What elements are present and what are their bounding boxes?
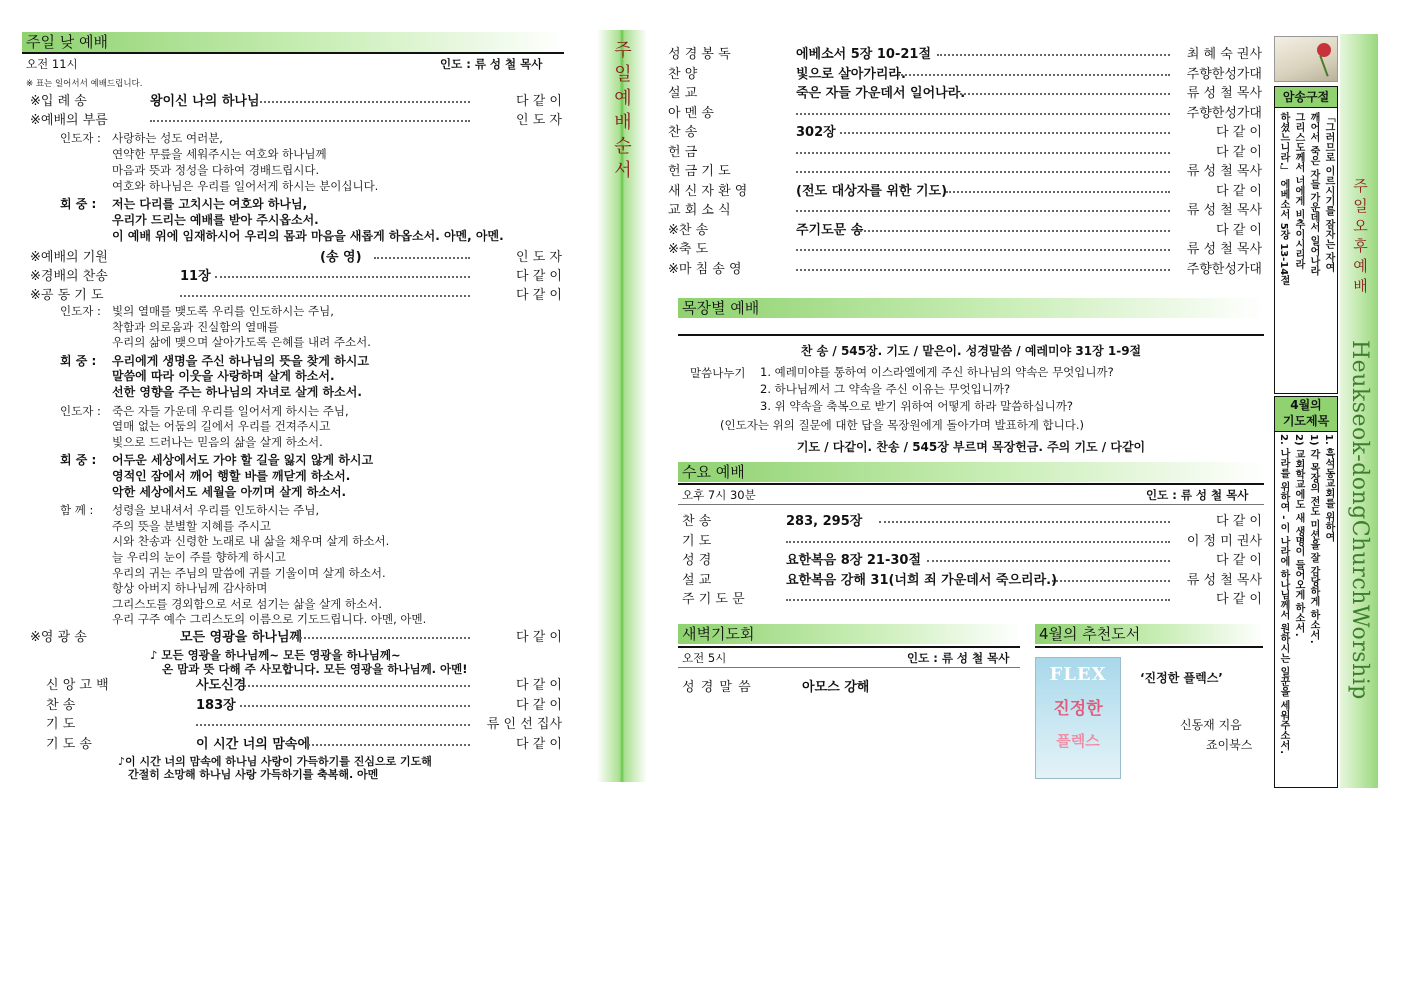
leader-dots [840,132,1170,134]
leader-dots [786,541,1170,543]
prayer-line: 빛으로 드러나는 믿음의 삶을 살게 하소서. [112,434,323,449]
sidebar-english-title: Heukseok-dongChurchWorship [1347,340,1372,700]
call-leader-line: 여호와 하나님은 우리를 일어서게 하시는 분이십니다. [112,179,379,193]
book-publisher: 죠이북스 [1206,738,1253,752]
order-label: ※예배의 기원 [30,250,108,265]
order-item: 302장 [796,125,836,140]
order-label: 새 신 자 환 영 [668,183,748,199]
order-leader: 류 성 철 목사 [1186,203,1262,218]
order-leader: 다 같 이 [1216,514,1262,529]
order-leader: 최 혜 숙 권사 [1186,47,1262,62]
book-header [1035,624,1264,644]
order-item: 183장 [196,697,236,713]
leader-dots [150,120,470,122]
order-row [668,65,1262,84]
sunday-service-header [22,32,566,52]
header-rule [678,646,1020,648]
prayer-request-line: 2. 나라를 위하여 - 이 나라에 하나님께서 원하시는 일꾼을 세워주소서. [1278,434,1289,755]
order-row [668,104,1262,123]
order-item: 죽은 자들 가운데서 일어나라. [796,86,966,101]
order-item: 요한복음 8장 21-30절 [786,553,922,568]
order-label: 설 교 [682,572,712,588]
leader-dots [196,724,470,726]
order-row [668,182,1262,201]
order-item: 빛으로 살아가리라. [796,66,906,82]
leader-dots [956,93,1170,95]
header-rule [678,483,1264,485]
bible-image [1274,36,1338,82]
order-leader: 류 성 철 목사 [1186,164,1262,179]
order-leader: 다 같 이 [516,678,562,693]
book-cover-brand: FLEX [1049,664,1107,685]
standing-note: ※ 표는 일어서서 예배드립니다. [26,79,143,89]
leader-dots [946,191,1170,193]
prayer-line: 어두운 세상에서도 가야 할 길을 잃지 않게 하시고 [112,453,374,468]
order-row [46,735,562,754]
order-label: 찬 양 [668,66,698,82]
call-leader-line: 사랑하는 성도 여러분, [112,131,223,145]
order-label: 헌 금 기 도 [668,164,731,179]
leader-dots [308,744,470,746]
order-leader: 다 같 이 [1216,553,1262,568]
book-cover-title: 진정한 [1053,699,1103,719]
book-author: 신동재 지음 [1180,718,1242,732]
order-item: 왕이신 나의 하나님 [150,94,260,109]
mokjang-closing: 기도 / 다같이. 찬송 / 545장 부르며 목장헌금. 주의 기도 / 다같이 [796,440,1146,454]
prayer-line: 우리 구주 예수 그리스도의 이름으로 기도드립니다. 아멘, 아멘. [112,612,427,627]
order-label: 신 앙 고 백 [46,678,109,693]
prayer-line: 말씀에 따라 이웃을 사랑하며 살게 하소서. [112,369,335,384]
prayer-line: 우리의 삶에 맺으며 살아가도록 은혜를 내려 주소서. [112,335,371,350]
order-leader: 다 같 이 [516,269,562,284]
mokjang-header [678,298,1266,318]
order-row [682,532,1262,551]
memory-line: 깨어서 죽은 자들 가운데서 일어나라 [1308,112,1319,276]
leader-dots [796,152,1170,154]
order-item: (전도 대상자를 위한 기도) [796,183,948,199]
order-row [30,111,562,130]
order-item: 주기도문 송 [796,222,864,238]
book-cover-subtitle: 플렉스 [1056,732,1100,750]
order-row [682,571,1262,590]
order-label: 성 경 봉 독 [668,47,731,62]
call-people-line: 이 예배 위에 임재하시어 우리의 몸과 마음을 새롭게 하옵소서. 아멘, 아멘. [112,229,504,243]
order-row [46,676,562,695]
order-label: 교 회 소 식 [668,203,731,218]
glory-lyric: 온 맘과 뜻 다해 주 사모합니다. 모든 영광을 하나님께. 아멘! [162,662,468,676]
call-people-line: 저는 다리를 고치시는 여호와 하나님, [112,197,308,211]
memory-title: 암송구절 [1274,86,1338,108]
memory-line: 「그러므로 이르시기를 잠자는 자여 [1323,112,1334,273]
order-label: 기 도 송 [46,736,92,752]
order-leader: 다 같 이 [516,94,562,109]
leader-dots [786,599,1170,601]
prayer-line: 빛의 열매를 맺도록 우리를 인도하시는 주님, [112,304,334,318]
order-label: 찬 송 [682,514,712,529]
leader-dots [796,113,1170,115]
order-leader: 류 인 선 집사 [486,717,562,732]
order-leader: 다 같 이 [1216,183,1262,199]
leader-dots [180,295,470,297]
mokjang-note: (인도자는 위의 질문에 대한 답을 목장원에게 돌아가며 발표하게 합니다.) [720,418,1085,432]
order-label: 기 도 [682,533,712,549]
order-leader: 다 같 이 [516,630,562,645]
order-label: ※영 광 송 [30,630,87,645]
section-title: 새벽기도회 [682,625,755,643]
discussion-question: 2. 하나님께서 그 약속을 주신 이유는 무엇입니까? [760,382,1011,396]
order-leader: 주향한성가대 [1186,261,1262,277]
dawn-time: 오전 5시 [682,651,727,665]
order-label: ※경배의 찬송 [30,269,108,284]
order-label: ※입 례 송 [30,94,87,109]
call-people-label: 회 중 : [60,197,97,211]
prayer-line: 영적인 잠에서 깨어 행할 바를 깨닫게 하소서. [112,469,351,483]
order-row [46,715,562,734]
section-title: 4월의 추천도서 [1039,625,1141,643]
leader-dots [252,101,470,103]
wednesday-time: 오후 7시 30분 [682,488,756,502]
order-item: 11장 [180,269,211,284]
prayer-line: 선한 영향을 주는 하나님의 자녀로 살게 하소서. [112,385,362,399]
prayer-label: 인도자 : [60,403,101,418]
leader-dots [215,276,470,278]
call-people-line: 우리가 드리는 예배를 받아 주시옵소서. [112,213,319,227]
order-leader: 다 같 이 [1216,592,1262,607]
leader-dots [879,521,1170,523]
prayer-line: 우리에게 생명을 주신 하나님의 뜻을 찾게 하시고 [112,353,369,368]
leader-dots [240,705,470,707]
leader-dots [937,54,1170,56]
book-name: ‘진정한 플렉스’ [1140,671,1223,685]
order-item: 283, 295장 [786,514,863,529]
wednesday-header [678,462,1266,482]
order-row [682,512,1262,531]
order-label: 주 기 도 문 [682,592,745,607]
stem-icon [1319,55,1328,76]
prayer-line: 시와 찬송과 신령한 노래로 내 삶을 채우며 살게 하소서. [112,534,390,549]
call-leader-label: 인도자 : [60,131,101,145]
order-leader: 다 같 이 [1216,125,1262,140]
order-label: 아 멘 송 [668,105,714,121]
leader-dots [796,210,1170,212]
order-label: ※공 동 기 도 [30,288,104,303]
prayer-line: 악한 세상에서도 세월을 아끼며 살게 하소서. [112,484,347,499]
divider [678,667,1020,668]
dawn-item: 아모스 강해 [802,680,870,695]
order-row [668,201,1262,220]
dawn-label: 성 경 말 씀 [682,680,752,695]
leader-dots [796,249,1170,251]
order-leader: 다 같 이 [1216,222,1262,238]
order-row [668,84,1262,103]
memory-line: 그리스도께서 너에게 비추이시리라 [1293,112,1304,269]
order-label: ※찬 송 [668,222,709,238]
prayer-label: 함 께 : [60,503,94,518]
order-label: ※축 도 [668,242,709,257]
prayer-request-line: 1) 각 목장의 전도 미션을 잘 감당하게 하소서. [1308,434,1319,644]
discussion-question: 3. 위 약속을 축복으로 받기 위하여 어떻게 하라 말씀하십니까? [760,399,1073,413]
leader-dots [374,257,470,259]
order-leader: 류 성 철 목사 [1186,572,1262,588]
call-leader-line: 마음과 뜻과 정성을 다하여 경배드립시다. [112,163,320,177]
order-item: 이 시간 너의 맘속에 [196,736,311,752]
order-row [682,551,1262,570]
leader-dots [292,637,470,639]
prayer-line: 그리스도를 경외함으로 서로 섬기는 삶을 살게 하소서. [112,596,382,611]
order-row [668,162,1262,181]
prayer-label: 인도자 : [60,304,101,318]
order-item: (송 영) [320,250,362,265]
order-row [30,248,562,267]
leader-dots [927,560,1170,562]
order-row [30,286,562,305]
order-label: ※마 침 송 영 [668,261,742,277]
leader-dots [240,685,470,687]
dawn-leader: 인도 : 류 성 철 목사 [907,651,1010,665]
prayer-request-line: 1. 흑석동교회를 위하여 [1323,434,1334,542]
share-label: 말씀나누기 [690,366,746,380]
order-row [668,45,1262,64]
prayer-line: 착함과 의로움과 진실함의 열매를 [112,319,279,334]
order-item: 사도신경 [196,678,247,693]
order-label: 설 교 [668,86,698,101]
order-leader: 이 정 미 권사 [1186,533,1262,549]
order-row [668,221,1262,240]
order-row [668,123,1262,142]
order-leader: 다 같 이 [516,697,562,713]
service-leader: 인도 : 류 성 철 목사 [440,57,543,71]
order-leader: 주향한성가대 [1186,66,1262,82]
mokjang-summary: 찬 송 / 545장. 기도 / 맡은이. 성경말씀 / 예레미야 31장 1-9절 [800,344,1142,358]
header-rule [22,52,564,54]
order-leader: 다 같 이 [516,288,562,303]
order-leader: 다 같 이 [516,736,562,752]
prayer-title-line1: 4월의 [1290,398,1322,412]
order-label: 찬 송 [46,697,76,713]
prayer-line: 성령을 보내셔서 우리를 인도하시는 주님, [112,503,320,518]
order-item: 모든 영광을 하나님께 [180,630,303,645]
leader-dots [860,230,1170,232]
order-label: 찬 송 [668,125,698,140]
prayer-request-line: 2) 교회학교에도 새 생명이 들어오게 하소서. [1293,434,1304,637]
order-vertical-title: 주일예배순서 [611,40,632,184]
prayer-line: 항상 아버지 하나님께 감사하며 [112,581,268,596]
prayer-line: 열매 없는 어둠의 길에서 우리를 건져주시고 [112,419,331,434]
order-leader: 인 도 자 [516,250,562,265]
discussion-question: 1. 예레미야를 통하여 이스라엘에게 주신 하나님의 약속은 무엇입니까? [760,365,1114,379]
call-leader-line: 연약한 무릎을 세워주시는 여호와 하나님께 [112,147,327,161]
order-leader: 류 성 철 목사 [1186,86,1262,101]
leader-dots [796,171,1170,173]
divider [678,504,1264,505]
order-row [668,240,1262,259]
dawn-header [678,624,1022,644]
order-row [682,590,1262,609]
prayer-label: 회 중 : [60,453,97,468]
section-title: 수요 예배 [682,463,745,481]
order-row [668,143,1262,162]
leader-dots [1052,580,1170,582]
prayer-line: 죽은 자들 가운데 우리를 일어서게 하시는 주님, [112,403,349,418]
leader-dots [898,74,1170,76]
prayer-line: 늘 우리의 눈이 주를 향하게 하시고 [112,550,286,564]
closing-lyric: 간절히 소망해 하나님 사랑 가득하기를 축복해. 아멘 [128,768,379,781]
order-label: 기 도 [46,717,76,732]
header-rule [1035,646,1263,648]
prayer-title [1274,396,1338,432]
order-label: 헌 금 [668,144,698,160]
closing-lyric: ♪이 시간 너의 맘속에 하나님 사랑이 가득하기를 진심으로 기도해 [118,755,432,768]
prayer-line: 주의 뜻을 분별할 지혜를 주시고 [112,518,272,533]
service-time: 오전 11시 [26,57,78,71]
prayer-title-line2: 기도제목 [1282,414,1330,428]
glory-lyric: ♪ 모든 영광을 하나님께~ 모든 영광을 하나님께~ [150,648,401,662]
order-row [46,696,562,715]
section-title: 주일 낮 예배 [26,33,108,51]
order-row [668,260,1262,279]
prayer-requests [1276,434,1336,782]
order-row [30,92,562,111]
header-rule [678,334,1264,336]
order-leader: 류 성 철 목사 [1186,242,1262,257]
order-label: 성 경 [682,553,712,568]
section-title: 목장별 예배 [682,299,760,317]
order-leader: 다 같 이 [1216,144,1262,160]
leader-dots [796,269,1170,271]
memory-line: 하셨느니라.」 에베소서 5장 13-14절 [1278,112,1289,286]
book-cover [1035,657,1121,779]
order-item: 요한복음 강해 31(너희 죄 가운데서 죽으리라.) [786,572,1058,588]
order-item: 에베소서 5장 10-21절 [796,47,932,62]
prayer-label: 회 중 : [60,353,97,368]
order-leader: 인 도 자 [516,113,562,128]
order-leader: 주향한성가대 [1186,105,1262,121]
prayer-line: 우리의 귀는 주님의 말씀에 귀를 기울이며 살게 하소서. [112,565,386,580]
order-label: ※예배의 부름 [30,113,108,128]
order-row [30,628,562,647]
sidebar-vertical-title: 주일오후예배 [1351,178,1369,298]
memory-verse [1276,112,1336,382]
order-row [30,267,562,286]
wednesday-leader: 인도 : 류 성 철 목사 [1146,488,1249,502]
